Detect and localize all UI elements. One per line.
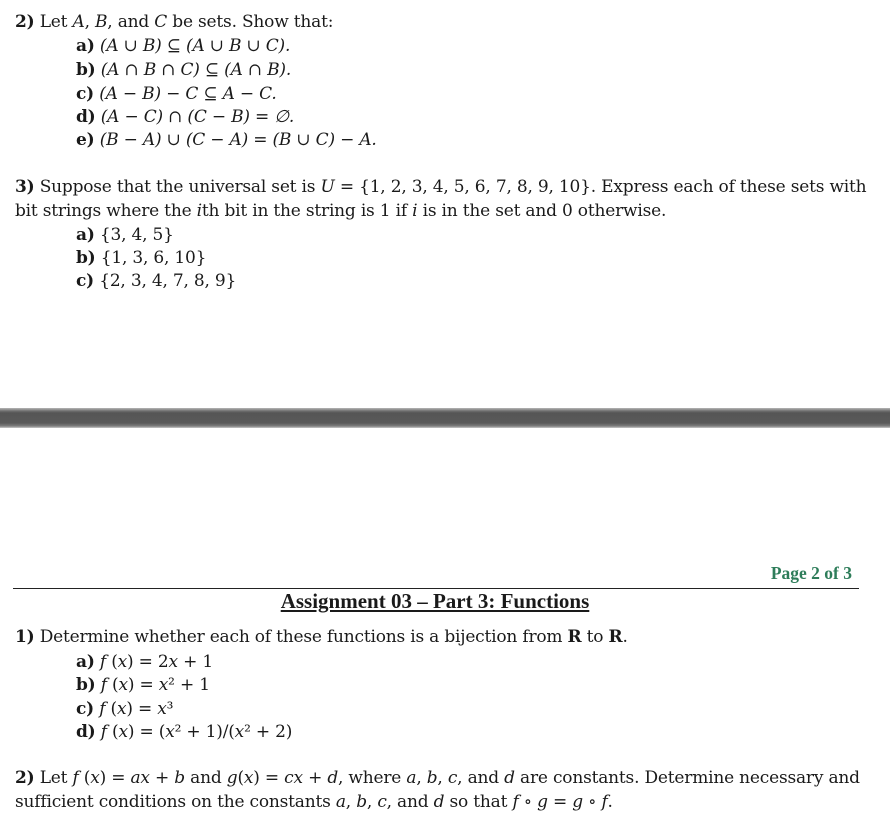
q1-functions-header: 1) Determine whether each of these functions is a bijection from R to R. — [15, 627, 628, 647]
q2-item-e: e) (B − A) ∪ (C − A) = (B ∪ C) − A. — [76, 130, 377, 150]
page-separator — [0, 408, 890, 428]
q3-item-c: c) {2, 3, 4, 7, 8, 9} — [76, 271, 237, 291]
q2-sets-header: 2) Let A, B, and C be sets. Show that: — [15, 12, 334, 32]
q3-header-line1: 3) Suppose that the universal set is U = {1, 2, 3, 4, 5, 6, 7, 8, 9, 10}. Express each of these sets with — [15, 177, 867, 197]
q2-item-d: d) (A − C) ∩ (C − B) = ∅. — [76, 107, 295, 127]
q3-header-line2: bit strings where the ith bit in the string is 1 if i is in the set and 0 otherwise. — [15, 201, 667, 221]
q3-item-a: a) {3, 4, 5} — [76, 225, 174, 245]
q3-item-b: b) {1, 3, 6, 10} — [76, 248, 207, 268]
q1-item-d: d) f (x) = (x² + 1)/(x² + 2) — [76, 722, 293, 742]
q1-item-c: c) f (x) = x³ — [76, 699, 174, 719]
q2-item-a: a) (A ∪ B) ⊆ (A ∪ B ∪ C). — [76, 36, 291, 56]
assignment-part-title: Assignment 03 – Part 3: Functions — [280, 589, 590, 613]
q2-item-b: b) (A ∩ B ∩ C) ⊆ (A ∩ B). — [76, 60, 292, 80]
q2-composition-line1: 2) Let f (x) = ax + b and g(x) = cx + d, where a, b, c, and d are constants. Determine necessary and — [15, 768, 860, 788]
page-number-label: Page 2 of 3 — [770, 563, 852, 583]
q2-composition-line2: sufficient conditions on the constants a, b, c, and d so that f ∘ g = g ∘ f. — [15, 792, 613, 812]
q1-item-a: a) f (x) = 2x + 1 — [76, 652, 213, 672]
q1-item-b: b) f (x) = x² + 1 — [76, 675, 210, 695]
q2-item-c: c) (A − B) − C ⊆ A − C. — [76, 84, 277, 104]
